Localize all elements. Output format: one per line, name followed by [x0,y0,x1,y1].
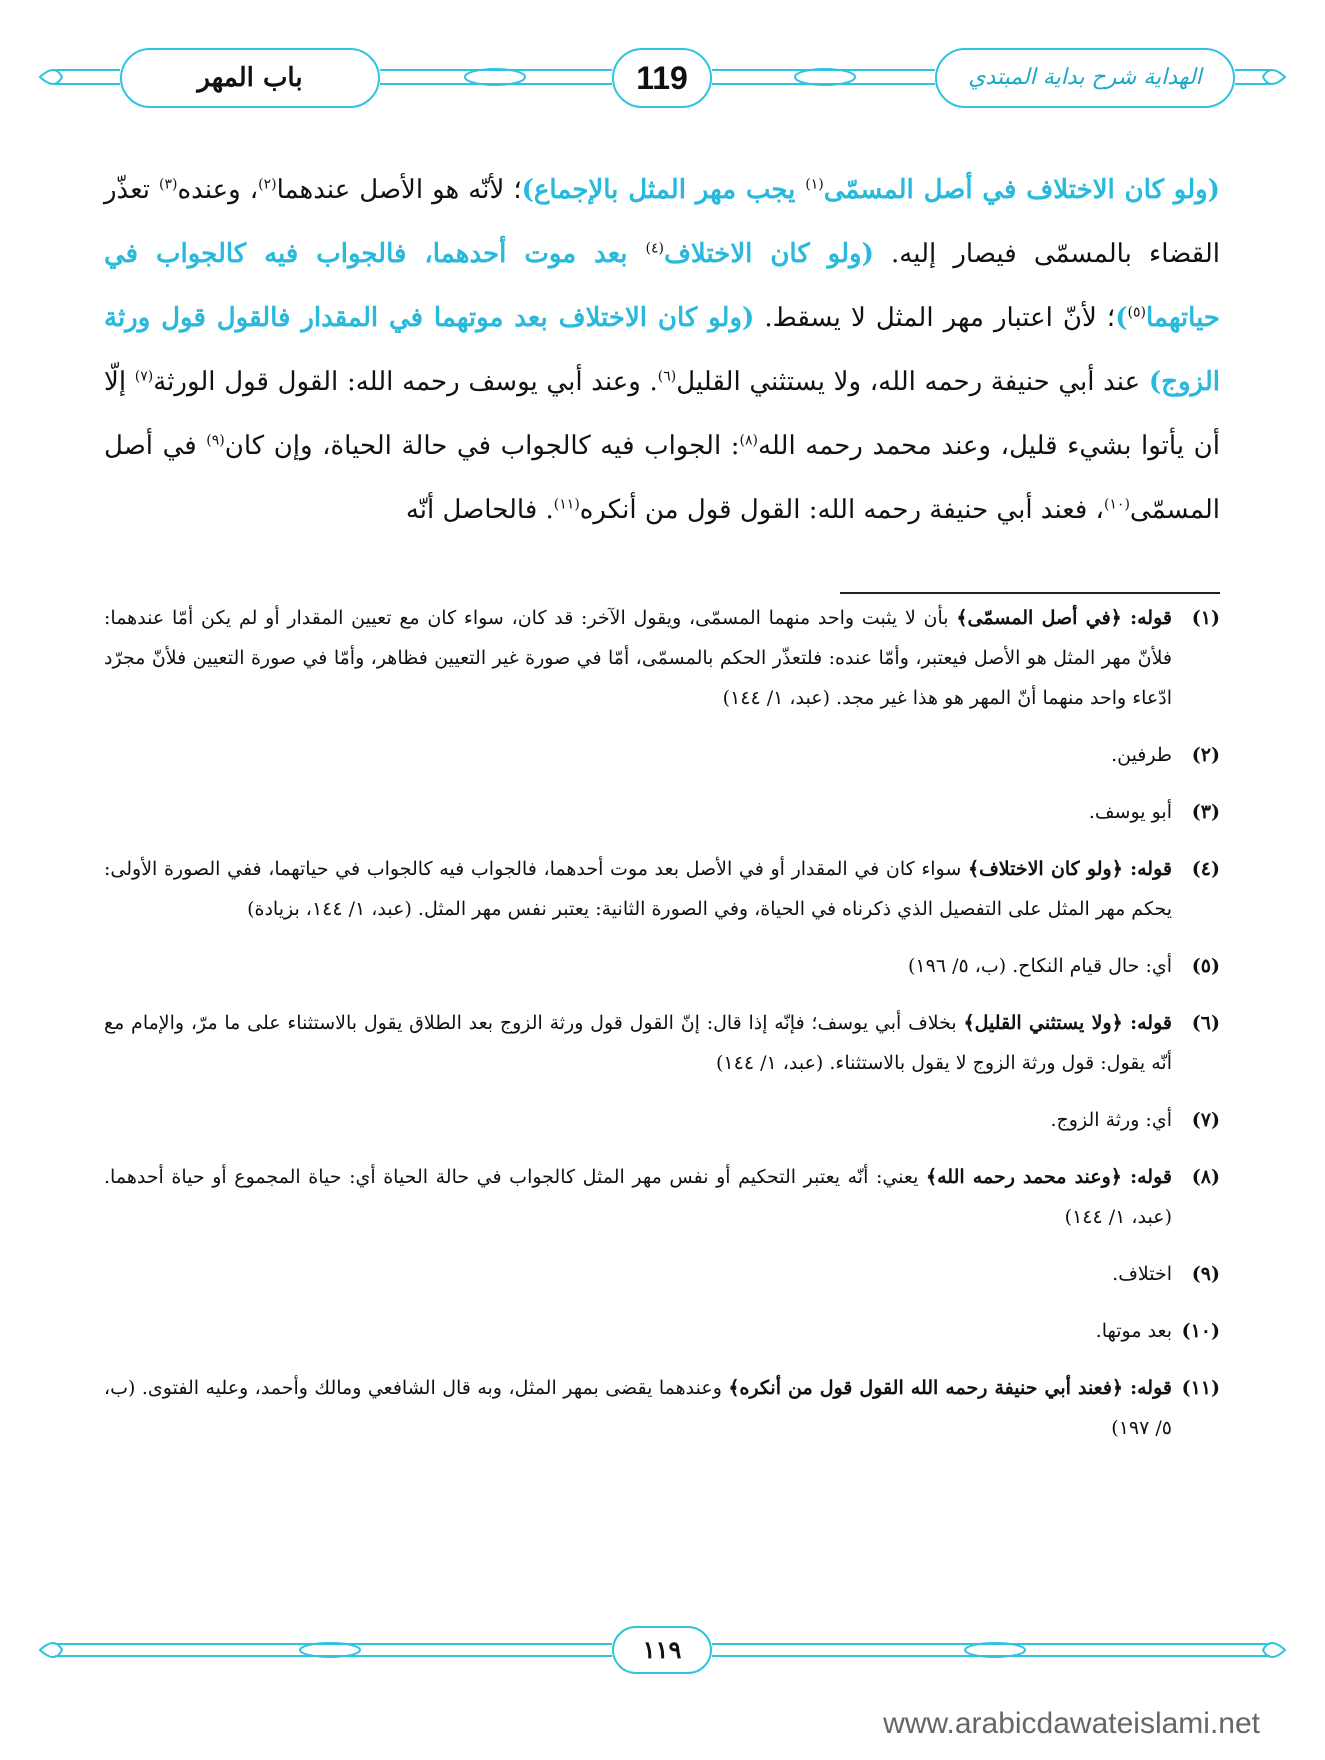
footnote-text: بعد موتها. [1095,1320,1172,1342]
matn-text: (ولو كان الاختلاف بعد موتهما في المقدار فالقول قول ورثة الزوج) [104,303,1220,397]
chapter-title: باب المهر [120,48,380,108]
footnote-6 [104,1003,1220,1083]
website-url[interactable]: www.arabicdawateislami.net [883,1707,1260,1740]
sharh-text: تعذّر القضاء بالمسمّى فيصار إليه. [104,175,1220,269]
footnote-lemma: ﴿ولو كان الاختلاف﴾ [967,858,1123,880]
sharh-text: . وعند أبي يوسف رحمه الله: القول قول الورثة [153,367,658,397]
footnote-number: (٣) [1191,801,1220,823]
footnote-11 [104,1368,1220,1448]
matn-text: يجب مهر المثل بالإجماع) [521,175,806,205]
footnote-5 [104,946,1220,986]
sharh-text: في أصل المسمّى [104,431,1220,525]
footnote-ref: (٤) [645,240,664,257]
footnote-divider [840,592,1220,594]
footnote-number: (١٠) [1181,1320,1220,1342]
footnote-text: يعني: أنّه يعتبر التحكيم أو نفس مهر المثل كالجواب في حالة الحياة أي: حياة المجموع أو حياة أحدهما. (عبد، ١/ ١٤٤) [104,1166,1172,1228]
footnote-number: (١) [1191,607,1220,629]
sharh-text: عند أبي حنيفة رحمه الله، ولا يستثني القليل [676,367,1149,397]
sharh-text: ، وعنده [177,175,259,205]
sharh-text: . فالحاصل أنّه [405,495,554,525]
footnote-number: (١١) [1181,1377,1220,1399]
footnote-prefix: قوله: [1121,607,1172,629]
footnotes [104,598,1220,1465]
matn-text: ) [1115,303,1128,333]
sharh-text: : الجواب فيه كالجواب في حالة الحياة، وإن كان [224,431,740,461]
footnote-ref: (٣) [159,176,178,193]
sharh-text: ؛ لأنّ اعتبار مهر المثل لا يسقط. [754,303,1116,333]
footnote-3 [104,792,1220,832]
footnote-text: أبو يوسف. [1088,801,1172,823]
footnote-text: وعندهما يقضى بمهر المثل، وبه قال الشافعي ومالك وأحمد، وعليه الفتوى. (ب، ٥/ ١٩٧) [104,1377,1172,1439]
footnote-lemma: ﴿ولا يستثني القليل﴾ [963,1012,1123,1034]
footnote-number: (٤) [1191,858,1220,880]
page-footer [0,1600,1325,1760]
main-paragraph [104,158,1220,542]
footnote-7 [104,1100,1220,1140]
footnote-ref: (٨) [739,432,758,449]
footnote-text: طرفين. [1111,744,1172,766]
sharh-text: ؛ لأنّه هو الأصل عندهما [276,175,522,205]
footnote-text: بخلاف أبي يوسف؛ فإنّه إذا قال: إنّ القول قول ورثة الزوج بعد الطلاق يقول بالاستثناء على ما مرّ، والإمام مع أنّه يقول: قول ورثة الزوج لا يقول بالاستثناء. (عبد، ١/ ١٤٤) [104,1012,1172,1074]
footnote-text: بأن لا يثبت واحد منهما المسمّى، ويقول الآخر: قد كان، سواء كان مع تعيين المقدار أو لم يكن أمّا عندهما: فلأنّ مهر المثل هو الأصل فيعتبر، وأمّا عنده: فلتعذّر الحكم بالمسمّى، أمّا في صورة غير التعيين فظاهر، وأمّا في صورة التعيين فلأنّ مجرّد ادّعاء واحد منهما أنّ المهر هو هذا غير مجد. (عبد، ١/ ١٤٤) [104,607,1172,709]
matn-text: (ولو كان الاختلاف [663,239,874,269]
footnote-number: (٥) [1191,955,1220,977]
book-title: الهداية شرح بداية المبتدي [935,48,1235,108]
sharh-text: إلّا أن يأتوا بشيء قليل، وعند محمد رحمه الله [104,367,1220,461]
matn-text: (ولو كان الاختلاف في أصل المسمّى [823,175,1220,205]
footnote-ref: (٢) [258,176,277,193]
footnote-text: أي: حال قيام النكاح. (ب، ٥/ ١٩٦) [908,955,1172,977]
footnote-prefix: قوله: [1122,858,1172,880]
footnote-text: سواء كان في المقدار أو في الأصل بعد موت أحدهما، فالجواب فيه كالجواب في حياتهما، ففي الصورة الأولى: يحكم مهر المثل على التفصيل الذي ذكرناه في الحياة، وفي الصورة الثانية: يعتبر نفس مهر المثل. (عبد، ١/ ١٤٤، بزيادة) [104,858,1172,920]
footnote-ref: (١١) [553,496,580,513]
page-number: 119 [612,48,712,108]
footnote-8 [104,1157,1220,1237]
main-text [104,158,1220,542]
footnote-lemma: ﴿فعند أبي حنيفة رحمه الله القول قول من أنكره﴾ [728,1377,1124,1399]
footnote-4 [104,849,1220,929]
footnote-number: (٦) [1191,1012,1220,1034]
footnote-text: اختلاف. [1112,1263,1172,1285]
page-header [0,0,1325,140]
footnote-ref: (٩) [206,432,225,449]
footnote-number: (٢) [1191,744,1220,766]
footnote-ref: (٦) [657,368,677,385]
footnote-lemma: ﴿في أصل المسمّى﴾ [956,607,1122,629]
footnote-prefix: قوله: [1122,1012,1172,1034]
footnote-lemma: ﴿وعند محمد رحمه الله﴾ [925,1166,1122,1188]
footnote-10 [104,1311,1220,1351]
footnote-prefix: قوله: [1123,1377,1172,1399]
footnote-ref: (٧) [134,368,154,385]
footnote-number: (٩) [1191,1263,1220,1285]
footnote-number: (٧) [1191,1109,1220,1131]
footnote-ref: (١٠) [1103,496,1130,513]
footnote-1 [104,598,1220,718]
footer-page-number: ١١٩ [612,1626,712,1674]
footnote-prefix: قوله: [1121,1166,1172,1188]
footnote-ref: (١) [805,176,824,193]
footnote-ref: (٥) [1127,304,1146,321]
footnote-text: أي: ورثة الزوج. [1050,1109,1172,1131]
footnote-number: (٨) [1191,1166,1220,1188]
footnote-2 [104,735,1220,775]
matn-text: بعد موت أحدهما، فالجواب فيه كالجواب في حياتهما [104,239,1220,333]
footnote-9 [104,1254,1220,1294]
sharh-text: ، فعند أبي حنيفة رحمه الله: القول قول من أنكره [579,495,1104,525]
